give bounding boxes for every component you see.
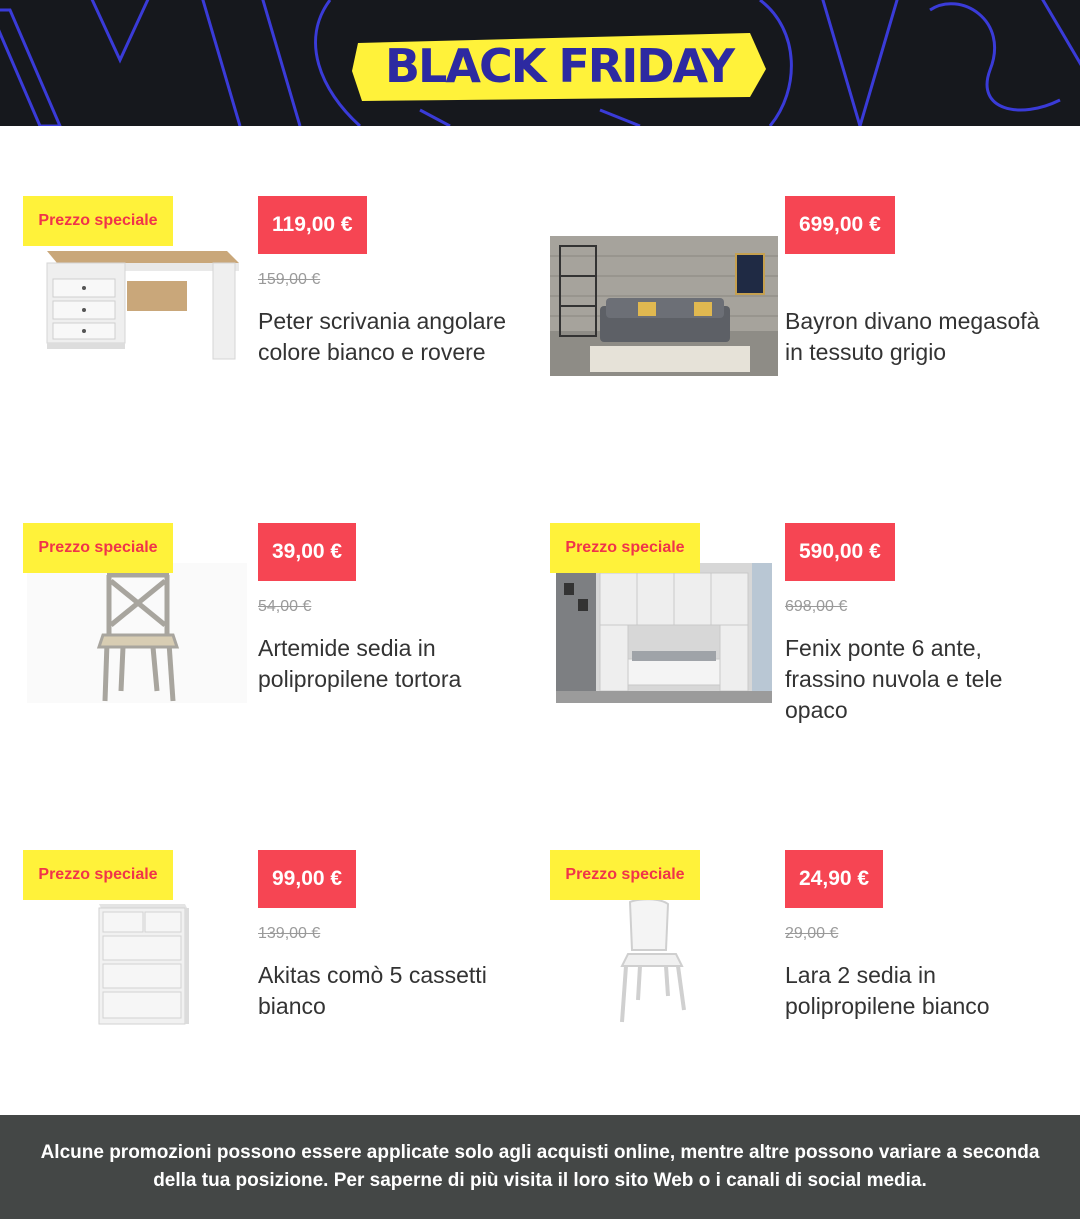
bedroom-image[interactable] (550, 563, 778, 703)
white-chair-illustration (550, 900, 778, 1030)
special-price-badge: Prezzo speciale (550, 523, 700, 573)
dresser-illustration (27, 900, 247, 1030)
special-price-badge: Prezzo speciale (23, 850, 173, 900)
price-tag: 39,00 € (258, 523, 356, 581)
old-price: 139,00 € (258, 925, 321, 942)
product-name[interactable]: Lara 2 sedia in polipropilene bianco (785, 962, 990, 1019)
price-tag: 99,00 € (258, 850, 356, 908)
sofa-illustration (550, 236, 778, 376)
bedroom-illustration (556, 563, 772, 703)
price-tag: 590,00 € (785, 523, 895, 581)
product-card[interactable] (550, 850, 1070, 1090)
product-card[interactable] (550, 196, 1070, 436)
header-banner (0, 0, 1080, 126)
special-price-badge: Prezzo speciale (550, 850, 700, 900)
price-tag: 24,90 € (785, 850, 883, 908)
special-price-badge: Prezzo speciale (23, 523, 173, 573)
chair-illustration (27, 563, 247, 703)
chair-image[interactable] (23, 563, 251, 703)
white-chair-image[interactable] (550, 900, 778, 1030)
desk-illustration (27, 241, 247, 371)
special-price-badge: Prezzo speciale (23, 196, 173, 246)
page-title: BLACK FRIDAY (384, 39, 734, 93)
old-price: 159,00 € (258, 271, 321, 288)
product-name[interactable]: Peter scrivania angolare colore bianco e rovere (258, 308, 507, 365)
old-price: 54,00 € (258, 598, 312, 615)
product-name[interactable]: Fenix ponte 6 ante, frassino nuvola e tele opaco (785, 635, 1003, 723)
old-price: 698,00 € (785, 598, 848, 615)
disclaimer-text: Alcune promozioni possono essere applicate solo agli acquisti online, mentre altre possono variare a seconda della tua posizione. Per saperne di più visita il loro sito Web o i canali di social media. (40, 1142, 1040, 1191)
old-price: 29,00 € (785, 925, 839, 942)
sofa-image[interactable] (550, 236, 778, 376)
black-friday-badge (352, 31, 766, 101)
product-name[interactable]: Artemide sedia in polipropilene tortora (258, 635, 462, 692)
price-tag: 699,00 € (785, 196, 895, 254)
product-card[interactable] (23, 523, 543, 763)
footer-disclaimer (0, 1115, 1080, 1219)
dresser-image[interactable] (23, 900, 251, 1030)
desk-image[interactable] (23, 236, 251, 376)
product-name[interactable]: Bayron divano megasofà in tessuto grigio (785, 308, 1040, 365)
product-name[interactable]: Akitas comò 5 cassetti bianco (258, 962, 487, 1019)
product-card[interactable] (550, 523, 1070, 763)
product-card[interactable] (23, 850, 543, 1090)
price-tag: 119,00 € (258, 196, 367, 254)
product-card[interactable] (23, 196, 543, 436)
